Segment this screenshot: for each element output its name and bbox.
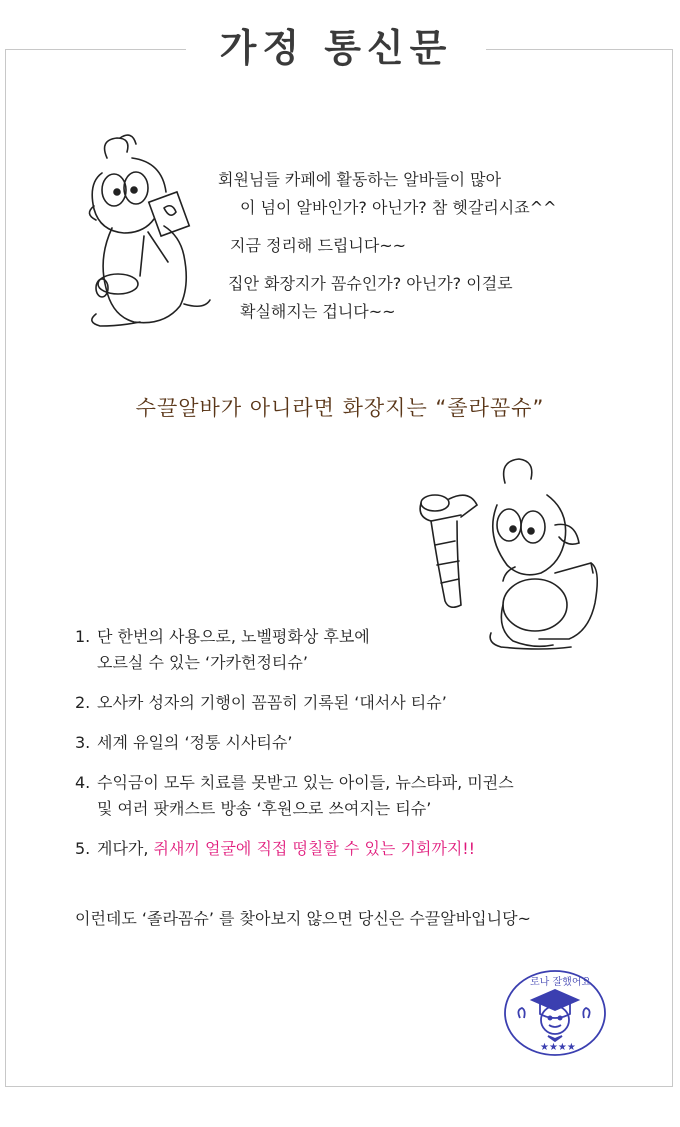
intro-text (218, 166, 557, 326)
list-text: 게다가, (97, 839, 154, 858)
list-item (75, 690, 514, 716)
list-text: 오사카 성자의 기행이 꼼꼼히 기록된 ‘대서사 티슈’ (97, 693, 447, 712)
intro-line: 확실해지는 겁니다~~ (240, 302, 396, 321)
list-item (75, 770, 514, 822)
title-banner (186, 22, 486, 74)
list-item (75, 624, 514, 676)
list-number: 4. (75, 773, 91, 792)
svg-text:★★★★: ★★★★ (540, 1042, 576, 1053)
list-number: 5. (75, 839, 91, 858)
closing-text: 이런데도 ‘졸라꼼슈’ 를 찾아보지 않으면 당신은 수끌알바입니당~ (75, 909, 531, 928)
list-text: 오르실 수 있는 ‘가카헌정티슈’ (97, 653, 308, 672)
mouse-with-toilet-brush-icon (72, 128, 212, 338)
list-text: 세계 유일의 ‘정통 시사티슈’ (97, 733, 293, 752)
intro-line: 지금 정리해 드립니다~~ (230, 236, 407, 255)
list-number: 1. (75, 627, 91, 646)
page-title: 가정 통신문 (219, 25, 453, 70)
intro-line: 집안 화장지가 꼼슈인가? 아닌가? 이걸로 (228, 274, 513, 293)
list-item (75, 836, 514, 862)
list-number: 2. (75, 693, 91, 712)
list-text: 단 한번의 사용으로, 노벨평화상 후보에 (97, 627, 370, 646)
intro-line: 이 넘이 알바인가? 아닌가? 참 헷갈리시죠^^ (240, 198, 557, 217)
list-text: 수익금이 모두 치료를 못받고 있는 아이들, 뉴스타파, 미권스 (97, 773, 514, 792)
graduation-stamp-icon (500, 968, 610, 1058)
intro-line: 회원님들 카페에 활동하는 알바들이 많아 (218, 170, 502, 189)
list-item (75, 730, 514, 756)
stamp-text: 로나 잘했어요 (530, 977, 592, 988)
tissue-list (75, 624, 514, 876)
highlight-text: 쥐새끼 얼굴에 직접 떵칠할 수 있는 기회까지!! (153, 839, 476, 858)
headline: 수끌알바가 아니라면 화장지는 “졸라꼼슈” (135, 396, 545, 420)
list-number: 3. (75, 733, 91, 752)
list-text: 및 여러 팟캐스트 방송 ‘후원으로 쓰여지는 티슈’ (97, 799, 432, 818)
